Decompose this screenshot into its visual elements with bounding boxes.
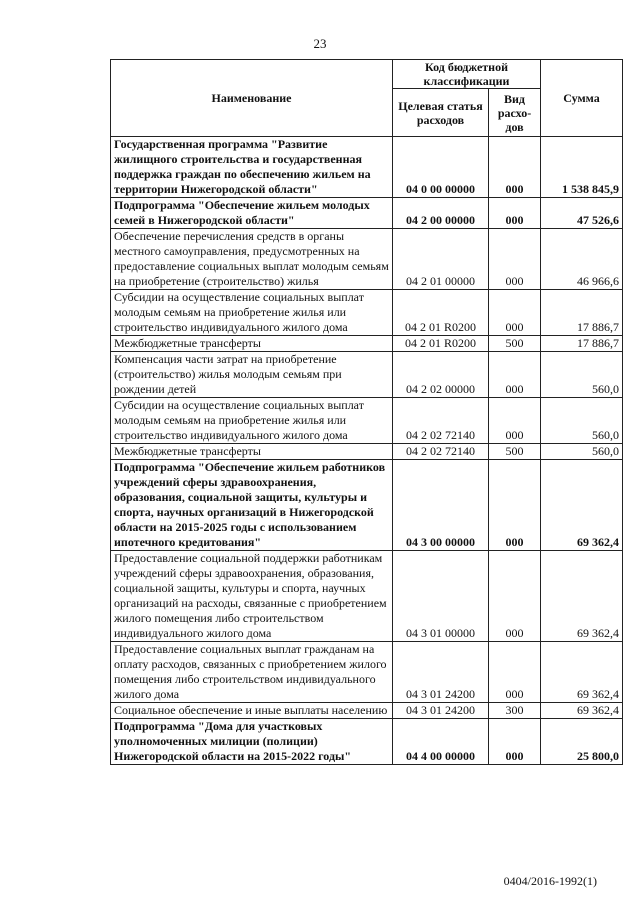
page-number: 23 (313, 36, 327, 51)
row-sum: 17 886,7 (541, 336, 623, 352)
row-code: 04 3 00 00000 (393, 460, 489, 551)
row-code: 04 2 02 72140 (393, 444, 489, 460)
row-name: Субсидии на осуществление социальных выплат молодым семьям на приобретение жилья или строительство индивидуального жилого дома (111, 398, 393, 444)
row-sum: 560,0 (541, 444, 623, 460)
row-code: 04 2 01 R0200 (393, 290, 489, 336)
row-code: 04 0 00 00000 (393, 137, 489, 198)
row-expense-type: 000 (489, 352, 541, 398)
row-code: 04 3 01 24200 (393, 642, 489, 703)
row-sum: 25 800,0 (541, 719, 623, 765)
row-name: Предоставление социальных выплат гражданам на оплату расходов, связанных с приобретением жилого помещения либо строительством индивидуального жилого дома (111, 642, 393, 703)
row-name: Подпрограмма "Дома для участковых уполномоченных милиции (полиции) Нижегородской области на 2015-2022 годы" (111, 719, 393, 765)
row-name: Обеспечение перечисления средств в органы местного самоуправления, предусмотренных на предоставление социальных выплат молодым семьям на приобретение (строительство) жилья (111, 229, 393, 290)
row-name: Подпрограмма "Обеспечение жильем молодых семей в Нижегородской области" (111, 198, 393, 229)
row-name: Предоставление социальной поддержки работникам учреждений сферы здравоохранения, образования, социальной защиты, культуры и спорта, научных организаций на расходы, связанные с приобретением жилого помещения либо строительством индивидуального жилого дома (111, 551, 393, 642)
row-code: 04 2 01 R0200 (393, 336, 489, 352)
table-row (111, 703, 623, 719)
row-code: 04 3 01 00000 (393, 551, 489, 642)
table-row (111, 137, 623, 198)
document-number: 0404/2016-1992(1) (503, 874, 597, 888)
header-sum: Сумма (541, 60, 623, 137)
row-expense-type: 000 (489, 398, 541, 444)
row-name: Субсидии на осуществление социальных выплат молодым семьям на приобретение жилья или строительство индивидуального жилого дома (111, 290, 393, 336)
row-expense-type: 000 (489, 198, 541, 229)
row-expense-type: 000 (489, 642, 541, 703)
table-row (111, 444, 623, 460)
row-name: Государственная программа "Развитие жилищного строительства и государственная поддержка граждан по обеспечению жильем на территории Нижегородской области" (111, 137, 393, 198)
table-row (111, 229, 623, 290)
row-sum: 47 526,6 (541, 198, 623, 229)
table-row (111, 642, 623, 703)
table-row (111, 719, 623, 765)
row-code: 04 2 02 00000 (393, 352, 489, 398)
header-name: Наименование (111, 60, 393, 137)
row-sum: 46 966,6 (541, 229, 623, 290)
row-sum: 1 538 845,9 (541, 137, 623, 198)
row-name: Компенсация части затрат на приобретение (строительство) жилья молодым семьям при рождении детей (111, 352, 393, 398)
header-code-group: Код бюджетной классификации (393, 60, 541, 89)
table-row (111, 198, 623, 229)
table-row (111, 290, 623, 336)
row-sum: 560,0 (541, 398, 623, 444)
row-expense-type: 000 (489, 137, 541, 198)
row-name: Подпрограмма "Обеспечение жильем работников учреждений сферы здравоохранения, образования, социальной защиты, культуры и спорта, научных организаций в Нижегородской области на 2015-2025 годы с использованием ипотечного кредитования" (111, 460, 393, 551)
row-code: 04 2 02 72140 (393, 398, 489, 444)
table-row (111, 352, 623, 398)
row-name: Социальное обеспечение и иные выплаты населению (111, 703, 393, 719)
row-expense-type: 000 (489, 290, 541, 336)
row-sum: 69 362,4 (541, 703, 623, 719)
row-expense-type: 000 (489, 460, 541, 551)
table-row (111, 398, 623, 444)
table-row (111, 460, 623, 551)
row-sum: 17 886,7 (541, 290, 623, 336)
table-body (111, 137, 623, 765)
row-expense-type: 500 (489, 444, 541, 460)
row-expense-type: 000 (489, 551, 541, 642)
row-expense-type: 300 (489, 703, 541, 719)
row-name: Межбюджетные трансферты (111, 336, 393, 352)
table-row (111, 551, 623, 642)
header-target-article: Целевая статья расходов (393, 89, 489, 137)
row-code: 04 3 01 24200 (393, 703, 489, 719)
row-expense-type: 000 (489, 719, 541, 765)
row-expense-type: 500 (489, 336, 541, 352)
table-row (111, 336, 623, 352)
row-code: 04 2 00 00000 (393, 198, 489, 229)
row-code: 04 2 01 00000 (393, 229, 489, 290)
row-sum: 560,0 (541, 352, 623, 398)
row-expense-type: 000 (489, 229, 541, 290)
row-sum: 69 362,4 (541, 642, 623, 703)
row-sum: 69 362,4 (541, 460, 623, 551)
budget-table (110, 59, 623, 765)
row-sum: 69 362,4 (541, 551, 623, 642)
row-name: Межбюджетные трансферты (111, 444, 393, 460)
header-expense-type: Вид расхо-дов (489, 89, 541, 137)
row-code: 04 4 00 00000 (393, 719, 489, 765)
